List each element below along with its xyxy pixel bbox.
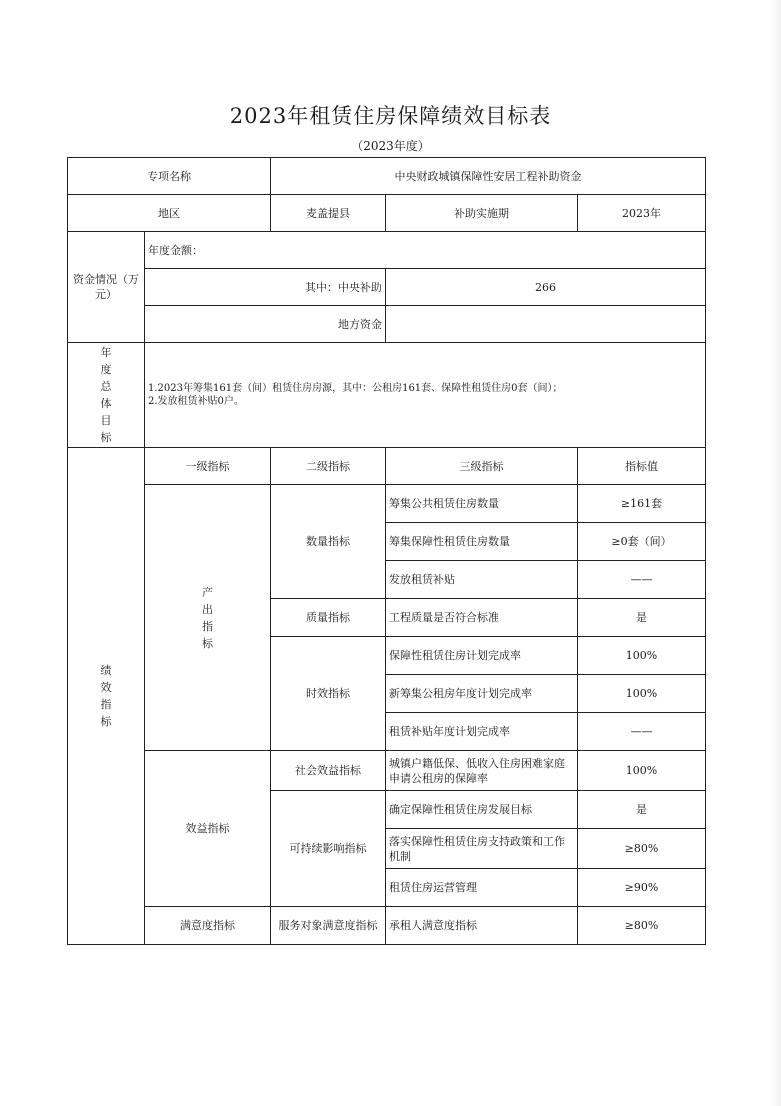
indicator-row <box>68 751 706 791</box>
social-indicator-label: 社会效益指标 <box>271 751 386 791</box>
central-subsidy-label: 其中：中央补助 <box>145 269 386 306</box>
indicator-value: ≥0套（间） <box>578 523 706 561</box>
indicator-value: —— <box>578 713 706 751</box>
indicator-name: 租赁住房运营管理 <box>386 869 578 907</box>
document-subtitle: （2023年度） <box>351 139 430 153</box>
indicator-name: 承租人满意度指标 <box>386 907 578 945</box>
goal-content <box>145 343 706 448</box>
benefit-indicator-label: 效益指标 <box>145 751 271 907</box>
indicator-name: 筹集公共租赁住房数量 <box>386 485 578 523</box>
output-indicator-label <box>145 485 271 751</box>
document-title: 2023年租赁住房保障绩效目标表 <box>229 104 552 128</box>
annual-amount-label: 年度金额： <box>145 232 706 269</box>
goal-label <box>68 343 145 448</box>
indicator-name: 发放租赁补贴 <box>386 561 578 599</box>
timeliness-indicator-label: 时效指标 <box>271 637 386 751</box>
indicator-value: ≥161套 <box>578 485 706 523</box>
satisfaction-indicator-label: 满意度指标 <box>145 907 271 945</box>
funds-central-row <box>68 269 706 306</box>
region-value: 麦盖提县 <box>271 195 386 232</box>
period-label: 补助实施期 <box>386 195 578 232</box>
funds-label: 资金情况（万元） <box>68 232 145 343</box>
local-funds-label: 地方资金 <box>145 306 386 343</box>
project-value: 中央财政城镇保障性安居工程补助资金 <box>271 158 706 195</box>
indicator-name: 租赁补贴年度计划完成率 <box>386 713 578 751</box>
header-level1: 一级指标 <box>145 448 271 485</box>
performance-table <box>67 157 706 945</box>
funds-local-row <box>68 306 706 343</box>
indicator-name: 工程质量是否符合标准 <box>386 599 578 637</box>
funds-annual-row <box>68 232 706 269</box>
indicator-name: 城镇户籍低保、低收入住房困难家庭申请公租房的保障率 <box>386 751 578 791</box>
indicator-value: 100% <box>578 637 706 675</box>
indicators-label <box>68 448 145 945</box>
region-label: 地区 <box>68 195 271 232</box>
indicator-name: 新筹集公租房年度计划完成率 <box>386 675 578 713</box>
indicator-value: 是 <box>578 791 706 829</box>
indicator-value: 100% <box>578 675 706 713</box>
header-level3: 三级指标 <box>386 448 578 485</box>
goal-row <box>68 343 706 448</box>
indicator-name: 筹集保障性租赁住房数量 <box>386 523 578 561</box>
goal-label-text: 年度总体目标 <box>100 346 112 444</box>
local-funds-value <box>386 306 706 343</box>
period-value: 2023年 <box>578 195 706 232</box>
indicator-value: 是 <box>578 599 706 637</box>
goal-line-2: 2.发放租赁补贴0户。 <box>148 396 244 407</box>
project-row <box>68 158 706 195</box>
indicator-name: 落实保障性租赁住房支持政策和工作机制 <box>386 829 578 869</box>
indicator-name: 确定保障性租赁住房发展目标 <box>386 791 578 829</box>
satisfaction-sub-label: 服务对象满意度指标 <box>271 907 386 945</box>
indicator-value: 100% <box>578 751 706 791</box>
indicator-value: —— <box>578 561 706 599</box>
central-subsidy-value: 266 <box>386 269 706 306</box>
header-value: 指标值 <box>578 448 706 485</box>
indicator-value: ≥80% <box>578 907 706 945</box>
project-label: 专项名称 <box>68 158 271 195</box>
output-indicator-text: 产出指标 <box>202 585 213 650</box>
sustain-indicator-label: 可持续影响指标 <box>271 791 386 907</box>
quality-indicator-label: 质量指标 <box>271 599 386 637</box>
scan-edge-shadow <box>771 0 781 1106</box>
quantity-indicator-label: 数量指标 <box>271 485 386 599</box>
indicator-value: ≥80% <box>578 829 706 869</box>
goal-line-1: 1.2023年筹集161套（间）租赁住房房源，其中：公租房161套、保障性租赁住房0套（间）； <box>148 383 563 394</box>
indicator-row <box>68 907 706 945</box>
indicator-name: 保障性租赁住房计划完成率 <box>386 637 578 675</box>
header-level2: 二级指标 <box>271 448 386 485</box>
indicator-value: ≥90% <box>578 869 706 907</box>
region-row <box>68 195 706 232</box>
indicators-label-text: 绩效指标 <box>100 664 112 728</box>
indicator-row <box>68 485 706 523</box>
indicator-header-row <box>68 448 706 485</box>
